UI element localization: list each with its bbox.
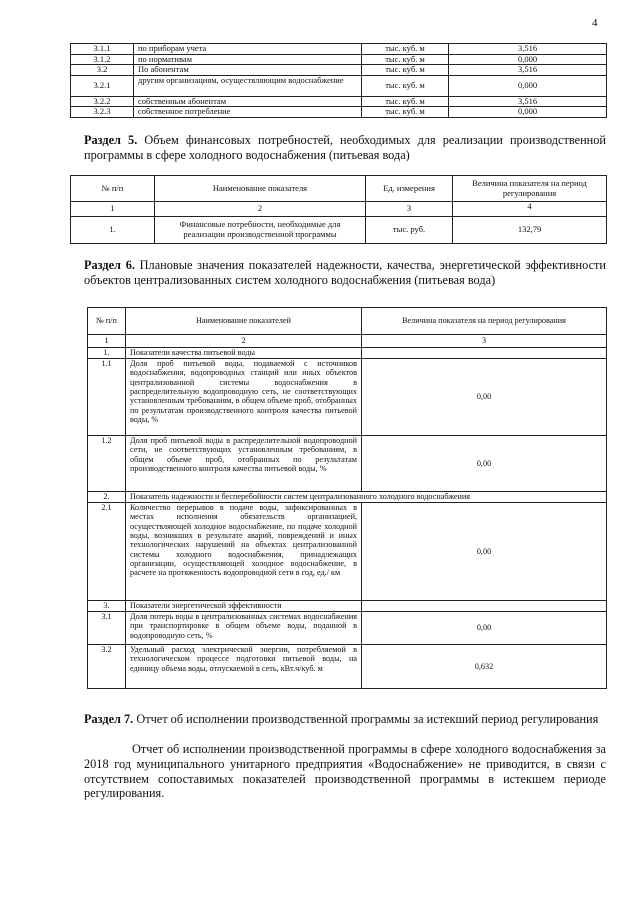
col-number: 2: [126, 335, 362, 348]
table-row: [71, 54, 607, 65]
indicators-table: [87, 307, 607, 689]
section5-heading: [84, 133, 606, 163]
table-row: [88, 436, 607, 492]
row-unit: тыс. куб. м: [362, 54, 449, 65]
volume-table: [70, 43, 607, 118]
header-num: № п/п: [88, 308, 126, 335]
group-row: [88, 492, 607, 503]
table-row: [88, 359, 607, 436]
section5-label: Раздел 5.: [84, 133, 138, 147]
row-name: другим организациям, осуществляющим водоснабжение: [134, 75, 362, 96]
group-title: Показатель надежности и бесперебойности систем централизованного холодного водоснабжения: [126, 492, 607, 503]
row-number: 3.2: [71, 65, 134, 76]
group-number: 2.: [88, 492, 126, 503]
table-number-row: [88, 335, 607, 348]
row-number: 1.: [71, 217, 155, 244]
finance-table: [70, 175, 607, 244]
col-number: 3: [366, 202, 453, 217]
row-name: по нормативам: [134, 54, 362, 65]
table-row: [71, 217, 607, 244]
section7-title: Отчет об исполнении производственной программы за истекший период регулирования: [133, 712, 599, 726]
row-value: 0,00: [362, 503, 607, 601]
col-number: 1: [88, 335, 126, 348]
row-value: 0,632: [362, 645, 607, 689]
row-number: 3.1: [88, 612, 126, 645]
row-value: 0,000: [449, 54, 607, 65]
section6-title: Плановые значения показателей надежности, качества, энергетической эффективности объектов централизованных систем холодного водоснабжения (питьевая вода): [84, 258, 606, 287]
row-name: собственным абонентам: [134, 96, 362, 107]
col-number: 1: [71, 202, 155, 217]
row-unit: тыс. куб. м: [362, 75, 449, 96]
row-name: По абонентам: [134, 65, 362, 76]
row-name: по приборам учета: [134, 44, 362, 55]
table-row: [71, 65, 607, 76]
group-empty-cell: [362, 348, 607, 359]
header-name: Наименование показателя: [155, 176, 366, 202]
header-value: Величина показателя на период регулирования: [453, 176, 607, 202]
row-number: 3.1.1: [71, 44, 134, 55]
section7-text: Отчет об исполнении производственной программы в сфере холодного водоснабжения за 2018 год муниципального унитарного предприятия «Водоснабжение» не приводится, в связи с отсутствием сопоставимых показателей производственной программы в истекшем периоде регулирования.: [84, 742, 606, 801]
section7-label: Раздел 7.: [84, 712, 134, 726]
row-value: 0,000: [449, 75, 607, 96]
row-number: 3.2.2: [71, 96, 134, 107]
col-number: 3: [362, 335, 607, 348]
row-number: 1.2: [88, 436, 126, 492]
row-value: 132,79: [453, 217, 607, 244]
row-unit: тыс. куб. м: [362, 96, 449, 107]
row-value: 3,516: [449, 65, 607, 76]
group-row: [88, 601, 607, 612]
row-unit: тыс. куб. м: [362, 44, 449, 55]
row-name: Доля проб питьевой воды в распределительной водопроводной сети, не соответствующих установленным требованиям, в общем объеме проб, отобранных по результатам производственного контроля качества питьевой воды, %: [126, 436, 362, 492]
table-number-row: [71, 202, 607, 217]
row-name: Финансовые потребности, необходимые для реализации производственной программы: [155, 217, 366, 244]
group-number: 1.: [88, 348, 126, 359]
row-value: 0,00: [362, 436, 607, 492]
group-row: [88, 348, 607, 359]
row-value: 0,00: [362, 612, 607, 645]
header-name: Наименование показателей: [126, 308, 362, 335]
table-row: [88, 612, 607, 645]
row-name: Удельный расход электрической энергии, потребляемой в технологическом процессе подготовки питьевой воды, на единицу объема воды, отпускаемой в сеть, кВт.ч/куб. м: [126, 645, 362, 689]
header-num: № п/п: [71, 176, 155, 202]
row-number: 3.2.1: [71, 75, 134, 96]
row-name: собственное потребление: [134, 107, 362, 118]
group-number: 3.: [88, 601, 126, 612]
section6-label: Раздел 6.: [84, 258, 135, 272]
group-title: Показатели энергетической эффективности: [126, 601, 362, 612]
header-unit: Ед. измерения: [366, 176, 453, 202]
page-number: 4: [592, 17, 598, 29]
row-number: 3.1.2: [71, 54, 134, 65]
table-row: [71, 75, 607, 96]
section7-heading: [84, 712, 606, 727]
row-unit: тыс. руб.: [366, 217, 453, 244]
row-unit: тыс. куб. м: [362, 65, 449, 76]
table-row: [71, 96, 607, 107]
group-title: Показатели качества питьевой воды: [126, 348, 362, 359]
row-number: 3.2: [88, 645, 126, 689]
group-empty-cell: [362, 601, 607, 612]
row-unit: тыс. куб. м: [362, 107, 449, 118]
section7-paragraph: [84, 742, 606, 801]
col-number: 4: [453, 202, 607, 217]
row-name: Доля проб питьевой воды, подаваемой с источников водоснабжения, водопроводных станций или иных объектов централизованной системы водоснабжения в распределительную водопроводную сеть, не соответствующих установленным требованиям, в общем объеме проб, отобранных по результатам производственного контроля качества питьевой воды, %: [126, 359, 362, 436]
row-value: 3,516: [449, 44, 607, 55]
row-number: 2.1: [88, 503, 126, 601]
row-name: Количество перерывов в подаче воды, зафиксированных в местах исполнения обязательств организацией, осуществляющей холодное водоснабжение, по подаче холодной воды, возникших в результате аварий, повреждений и иных технологических нарушений на объектах централизованной системы холодного водоснабжения, принадлежащих организации, осуществляющей холодное водоснабжение, в расчете на протяженность водопроводной сети в год, ед./ км: [126, 503, 362, 601]
row-number: 1.1: [88, 359, 126, 436]
table-header-row: [71, 176, 607, 202]
row-value: 0,000: [449, 107, 607, 118]
row-name: Доля потерь воды в централизованных системах водоснабжения при транспортировке в общем объеме воды, поданной в водопроводную сеть, %: [126, 612, 362, 645]
row-value: 0,00: [362, 359, 607, 436]
section5-title: Объем финансовых потребностей, необходимых для реализации производственной программы в сфере холодного водоснабжения (питьевая вода): [84, 133, 606, 162]
table-row: [88, 645, 607, 689]
table-row: [71, 44, 607, 55]
section6-heading: [84, 258, 606, 288]
row-value: 3,516: [449, 96, 607, 107]
table-row: [71, 107, 607, 118]
table-header-row: [88, 308, 607, 335]
row-number: 3.2.3: [71, 107, 134, 118]
table-row: [88, 503, 607, 601]
col-number: 2: [155, 202, 366, 217]
header-value: Величина показателя на период регулирования: [362, 308, 607, 335]
